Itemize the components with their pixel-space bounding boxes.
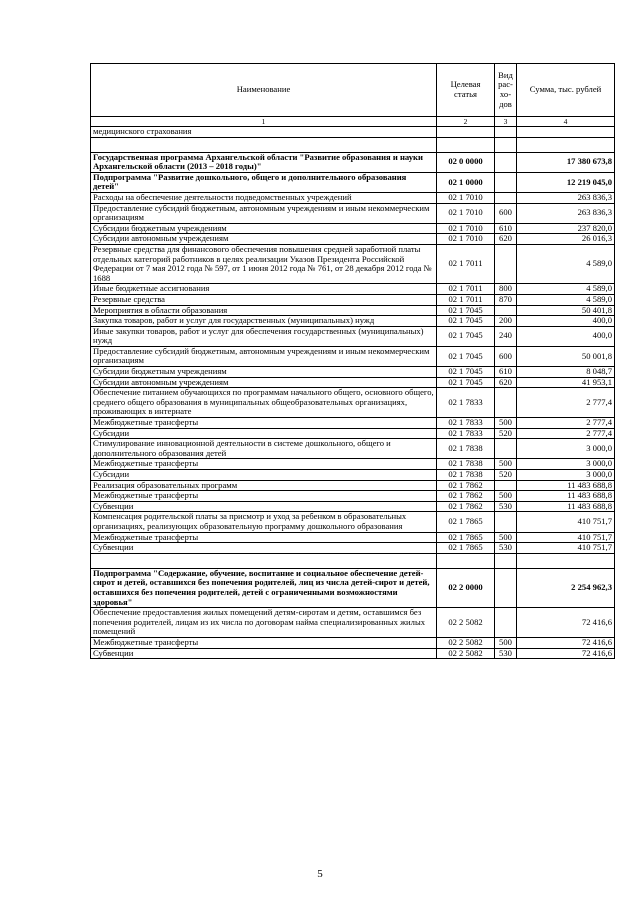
- row-type: [495, 152, 517, 172]
- row-type: [495, 172, 517, 192]
- row-code: [437, 137, 495, 152]
- column-number: 3: [495, 117, 517, 127]
- row-sum: 11 483 688,8: [517, 501, 615, 512]
- header-type: Вид рас-хо-дов: [495, 64, 517, 117]
- row-type: 500: [495, 459, 517, 470]
- column-number: 4: [517, 117, 615, 127]
- row-code: 02 1 7865: [437, 512, 495, 532]
- row-code: 02 0 0000: [437, 152, 495, 172]
- column-numbers-row: [91, 117, 615, 127]
- row-name: Реализация образовательных программ: [91, 480, 437, 491]
- row-sum: 11 483 688,8: [517, 480, 615, 491]
- row-name: [91, 137, 437, 152]
- row-name: Подпрограмма "Развитие дошкольного, общего и дополнительного образования детей": [91, 172, 437, 192]
- table-row: [91, 367, 615, 378]
- table-row: [91, 234, 615, 245]
- row-sum: [517, 127, 615, 138]
- row-type: [495, 388, 517, 418]
- row-code: 02 2 5082: [437, 648, 495, 659]
- table-row: [91, 568, 615, 607]
- row-name: Подпрограмма "Содержание, обучение, воспитание и социальное обеспечение детей-сирот и детей, оставшихся без попечения родителей, лиц из числа детей-сирот и детей, оставшихся без попечения родителей, детей с ограниченными возможностями здоровья": [91, 568, 437, 607]
- table-row: [91, 172, 615, 192]
- row-sum: 400,0: [517, 326, 615, 346]
- row-name: Расходы на обеспечение деятельности подведомственных учреждений: [91, 192, 437, 203]
- row-type: [495, 127, 517, 138]
- row-type: [495, 553, 517, 568]
- row-code: 02 1 7838: [437, 459, 495, 470]
- header-name: Наименование: [91, 64, 437, 117]
- row-sum: 410 751,7: [517, 543, 615, 554]
- row-code: 02 1 7862: [437, 491, 495, 502]
- table-row: [91, 244, 615, 283]
- row-type: 620: [495, 377, 517, 388]
- row-code: 02 1 7045: [437, 305, 495, 316]
- table-row: [91, 305, 615, 316]
- row-name: Субсидии: [91, 428, 437, 439]
- row-type: [495, 608, 517, 638]
- row-code: 02 1 7010: [437, 203, 495, 223]
- table-row: [91, 470, 615, 481]
- row-name: медицинского страхования: [91, 127, 437, 138]
- row-name: Обеспечение питанием обучающихся по программам начального общего, основного общего, среднего общего образования в муниципальных общеобразовательных организациях, проживающих в интернате: [91, 388, 437, 418]
- row-name: Резервные средства для финансового обеспечения повышения средней заработной платы отдельных категорий работников в целях реализации Указов Президента Российской Федерации от 7 мая 2012 года № 597, от 1 июня 2012 года № 761, от 28 декабря 2012 года № 1688: [91, 244, 437, 283]
- row-sum: [517, 553, 615, 568]
- row-name: Предоставление субсидий бюджетным, автономным учреждениям и иным некоммерческим организациям: [91, 203, 437, 223]
- row-type: 800: [495, 284, 517, 295]
- row-code: 02 1 7011: [437, 244, 495, 283]
- row-sum: [517, 137, 615, 152]
- row-type: 530: [495, 501, 517, 512]
- row-code: 02 1 7862: [437, 480, 495, 491]
- row-sum: 4 589,0: [517, 294, 615, 305]
- row-type: 600: [495, 346, 517, 366]
- table-row: [91, 532, 615, 543]
- row-type: [495, 568, 517, 607]
- row-code: 02 1 7862: [437, 501, 495, 512]
- row-code: 02 1 7045: [437, 377, 495, 388]
- table-body: [91, 127, 615, 659]
- row-code: 02 1 7010: [437, 192, 495, 203]
- row-name: Субсидии бюджетным учреждениям: [91, 223, 437, 234]
- table-row: [91, 127, 615, 138]
- column-number: 2: [437, 117, 495, 127]
- row-code: 02 1 7838: [437, 470, 495, 481]
- row-name: Закупка товаров, работ и услуг для государственных (муниципальных) нужд: [91, 316, 437, 327]
- page-number: 5: [317, 868, 323, 880]
- row-code: 02 1 7011: [437, 294, 495, 305]
- table-row: [91, 152, 615, 172]
- row-sum: 72 416,6: [517, 637, 615, 648]
- table-row: [91, 326, 615, 346]
- row-code: 02 1 7045: [437, 326, 495, 346]
- row-sum: 3 000,0: [517, 470, 615, 481]
- row-name: Межбюджетные трансферты: [91, 459, 437, 470]
- row-type: 870: [495, 294, 517, 305]
- table-row: [91, 459, 615, 470]
- row-type: 600: [495, 203, 517, 223]
- table-row: [91, 346, 615, 366]
- row-name: Межбюджетные трансферты: [91, 491, 437, 502]
- row-code: 02 1 7833: [437, 418, 495, 429]
- row-sum: 2 254 962,3: [517, 568, 615, 607]
- row-code: 02 1 7011: [437, 284, 495, 295]
- table-row: [91, 192, 615, 203]
- column-number: 1: [91, 117, 437, 127]
- row-type: 610: [495, 223, 517, 234]
- row-type: [495, 244, 517, 283]
- row-type: 200: [495, 316, 517, 327]
- row-code: 02 2 0000: [437, 568, 495, 607]
- row-sum: 8 048,7: [517, 367, 615, 378]
- row-sum: 410 751,7: [517, 532, 615, 543]
- row-sum: 11 483 688,8: [517, 491, 615, 502]
- table-row: [91, 294, 615, 305]
- row-code: 02 1 7838: [437, 439, 495, 459]
- row-name: Субсидии автономным учреждениям: [91, 234, 437, 245]
- row-code: 02 1 7045: [437, 316, 495, 327]
- row-sum: 263 836,3: [517, 203, 615, 223]
- row-sum: 410 751,7: [517, 512, 615, 532]
- table-row: [91, 608, 615, 638]
- row-name: Субсидии: [91, 470, 437, 481]
- table-row: [91, 377, 615, 388]
- row-code: 02 1 7833: [437, 428, 495, 439]
- row-type: 500: [495, 491, 517, 502]
- row-name: Предоставление субсидий бюджетным, автономным учреждениям и иным некоммерческим организациям: [91, 346, 437, 366]
- row-name: Субсидии автономным учреждениям: [91, 377, 437, 388]
- row-type: [495, 480, 517, 491]
- row-sum: 12 219 045,0: [517, 172, 615, 192]
- row-type: 500: [495, 418, 517, 429]
- row-name: Государственная программа Архангельской области "Развитие образования и науки Архангельской области (2013 – 2018 годы)": [91, 152, 437, 172]
- row-name: Обеспечение предоставления жилых помещений детям-сиротам и детям, оставшимся без попечения родителей, лицам из их числа по договорам найма специализированных жилых помещений: [91, 608, 437, 638]
- row-name: Субвенции: [91, 648, 437, 659]
- table-row: [91, 203, 615, 223]
- row-type: 530: [495, 543, 517, 554]
- row-sum: 41 953,1: [517, 377, 615, 388]
- row-code: 02 1 7865: [437, 532, 495, 543]
- row-type: 500: [495, 532, 517, 543]
- header-code: Целевая статья: [437, 64, 495, 117]
- row-sum: 2 777,4: [517, 388, 615, 418]
- table-row: [91, 648, 615, 659]
- row-sum: 3 000,0: [517, 439, 615, 459]
- row-type: 240: [495, 326, 517, 346]
- row-type: 500: [495, 637, 517, 648]
- table-row: [91, 223, 615, 234]
- table-row: [91, 491, 615, 502]
- row-name: Иные закупки товаров, работ и услуг для обеспечения государственных (муниципальных) нужд: [91, 326, 437, 346]
- row-sum: 50 401,8: [517, 305, 615, 316]
- budget-table: [90, 63, 615, 659]
- row-sum: 263 836,3: [517, 192, 615, 203]
- row-code: 02 2 5082: [437, 637, 495, 648]
- row-code: [437, 553, 495, 568]
- header-sum: Сумма, тыс. рублей: [517, 64, 615, 117]
- row-name: Субвенции: [91, 543, 437, 554]
- row-code: 02 2 5082: [437, 608, 495, 638]
- row-name: Межбюджетные трансферты: [91, 418, 437, 429]
- row-name: Мероприятия в области образования: [91, 305, 437, 316]
- row-sum: 4 589,0: [517, 244, 615, 283]
- row-sum: 17 380 673,8: [517, 152, 615, 172]
- row-type: 520: [495, 470, 517, 481]
- row-name: Межбюджетные трансферты: [91, 532, 437, 543]
- table-row: [91, 501, 615, 512]
- row-type: [495, 512, 517, 532]
- row-type: [495, 305, 517, 316]
- row-sum: 72 416,6: [517, 648, 615, 659]
- row-name: Иные бюджетные ассигнования: [91, 284, 437, 295]
- table-row: [91, 418, 615, 429]
- row-code: 02 1 0000: [437, 172, 495, 192]
- row-type: 530: [495, 648, 517, 659]
- row-name: Межбюджетные трансферты: [91, 637, 437, 648]
- spacer-row: [91, 137, 615, 152]
- table-header-row: [91, 64, 615, 117]
- row-name: Стимулирование инновационной деятельности в системе дошкольного, общего и дополнительного образования детей: [91, 439, 437, 459]
- row-name: Резервные средства: [91, 294, 437, 305]
- row-name: Субсидии бюджетным учреждениям: [91, 367, 437, 378]
- row-type: 610: [495, 367, 517, 378]
- row-sum: 2 777,4: [517, 418, 615, 429]
- row-sum: 72 416,6: [517, 608, 615, 638]
- row-code: 02 1 7045: [437, 367, 495, 378]
- row-sum: 2 777,4: [517, 428, 615, 439]
- row-type: 620: [495, 234, 517, 245]
- row-code: 02 1 7010: [437, 223, 495, 234]
- table-row: [91, 316, 615, 327]
- table-row: [91, 512, 615, 532]
- table-row: [91, 543, 615, 554]
- row-code: [437, 127, 495, 138]
- row-sum: 4 589,0: [517, 284, 615, 295]
- spacer-row: [91, 553, 615, 568]
- row-sum: 50 001,8: [517, 346, 615, 366]
- row-name: Субвенции: [91, 501, 437, 512]
- row-sum: 237 820,0: [517, 223, 615, 234]
- table-row: [91, 637, 615, 648]
- row-code: 02 1 7833: [437, 388, 495, 418]
- row-code: 02 1 7865: [437, 543, 495, 554]
- table-row: [91, 284, 615, 295]
- row-type: [495, 439, 517, 459]
- row-name: Компенсация родительской платы за присмотр и уход за ребенком в образовательных организациях, реализующих образовательную программу дошкольного образования: [91, 512, 437, 532]
- row-type: [495, 192, 517, 203]
- row-sum: 3 000,0: [517, 459, 615, 470]
- row-code: 02 1 7010: [437, 234, 495, 245]
- row-sum: 400,0: [517, 316, 615, 327]
- table-row: [91, 439, 615, 459]
- row-type: 520: [495, 428, 517, 439]
- row-type: [495, 137, 517, 152]
- table-row: [91, 428, 615, 439]
- table-row: [91, 480, 615, 491]
- row-code: 02 1 7045: [437, 346, 495, 366]
- table-row: [91, 388, 615, 418]
- row-name: [91, 553, 437, 568]
- row-sum: 26 016,3: [517, 234, 615, 245]
